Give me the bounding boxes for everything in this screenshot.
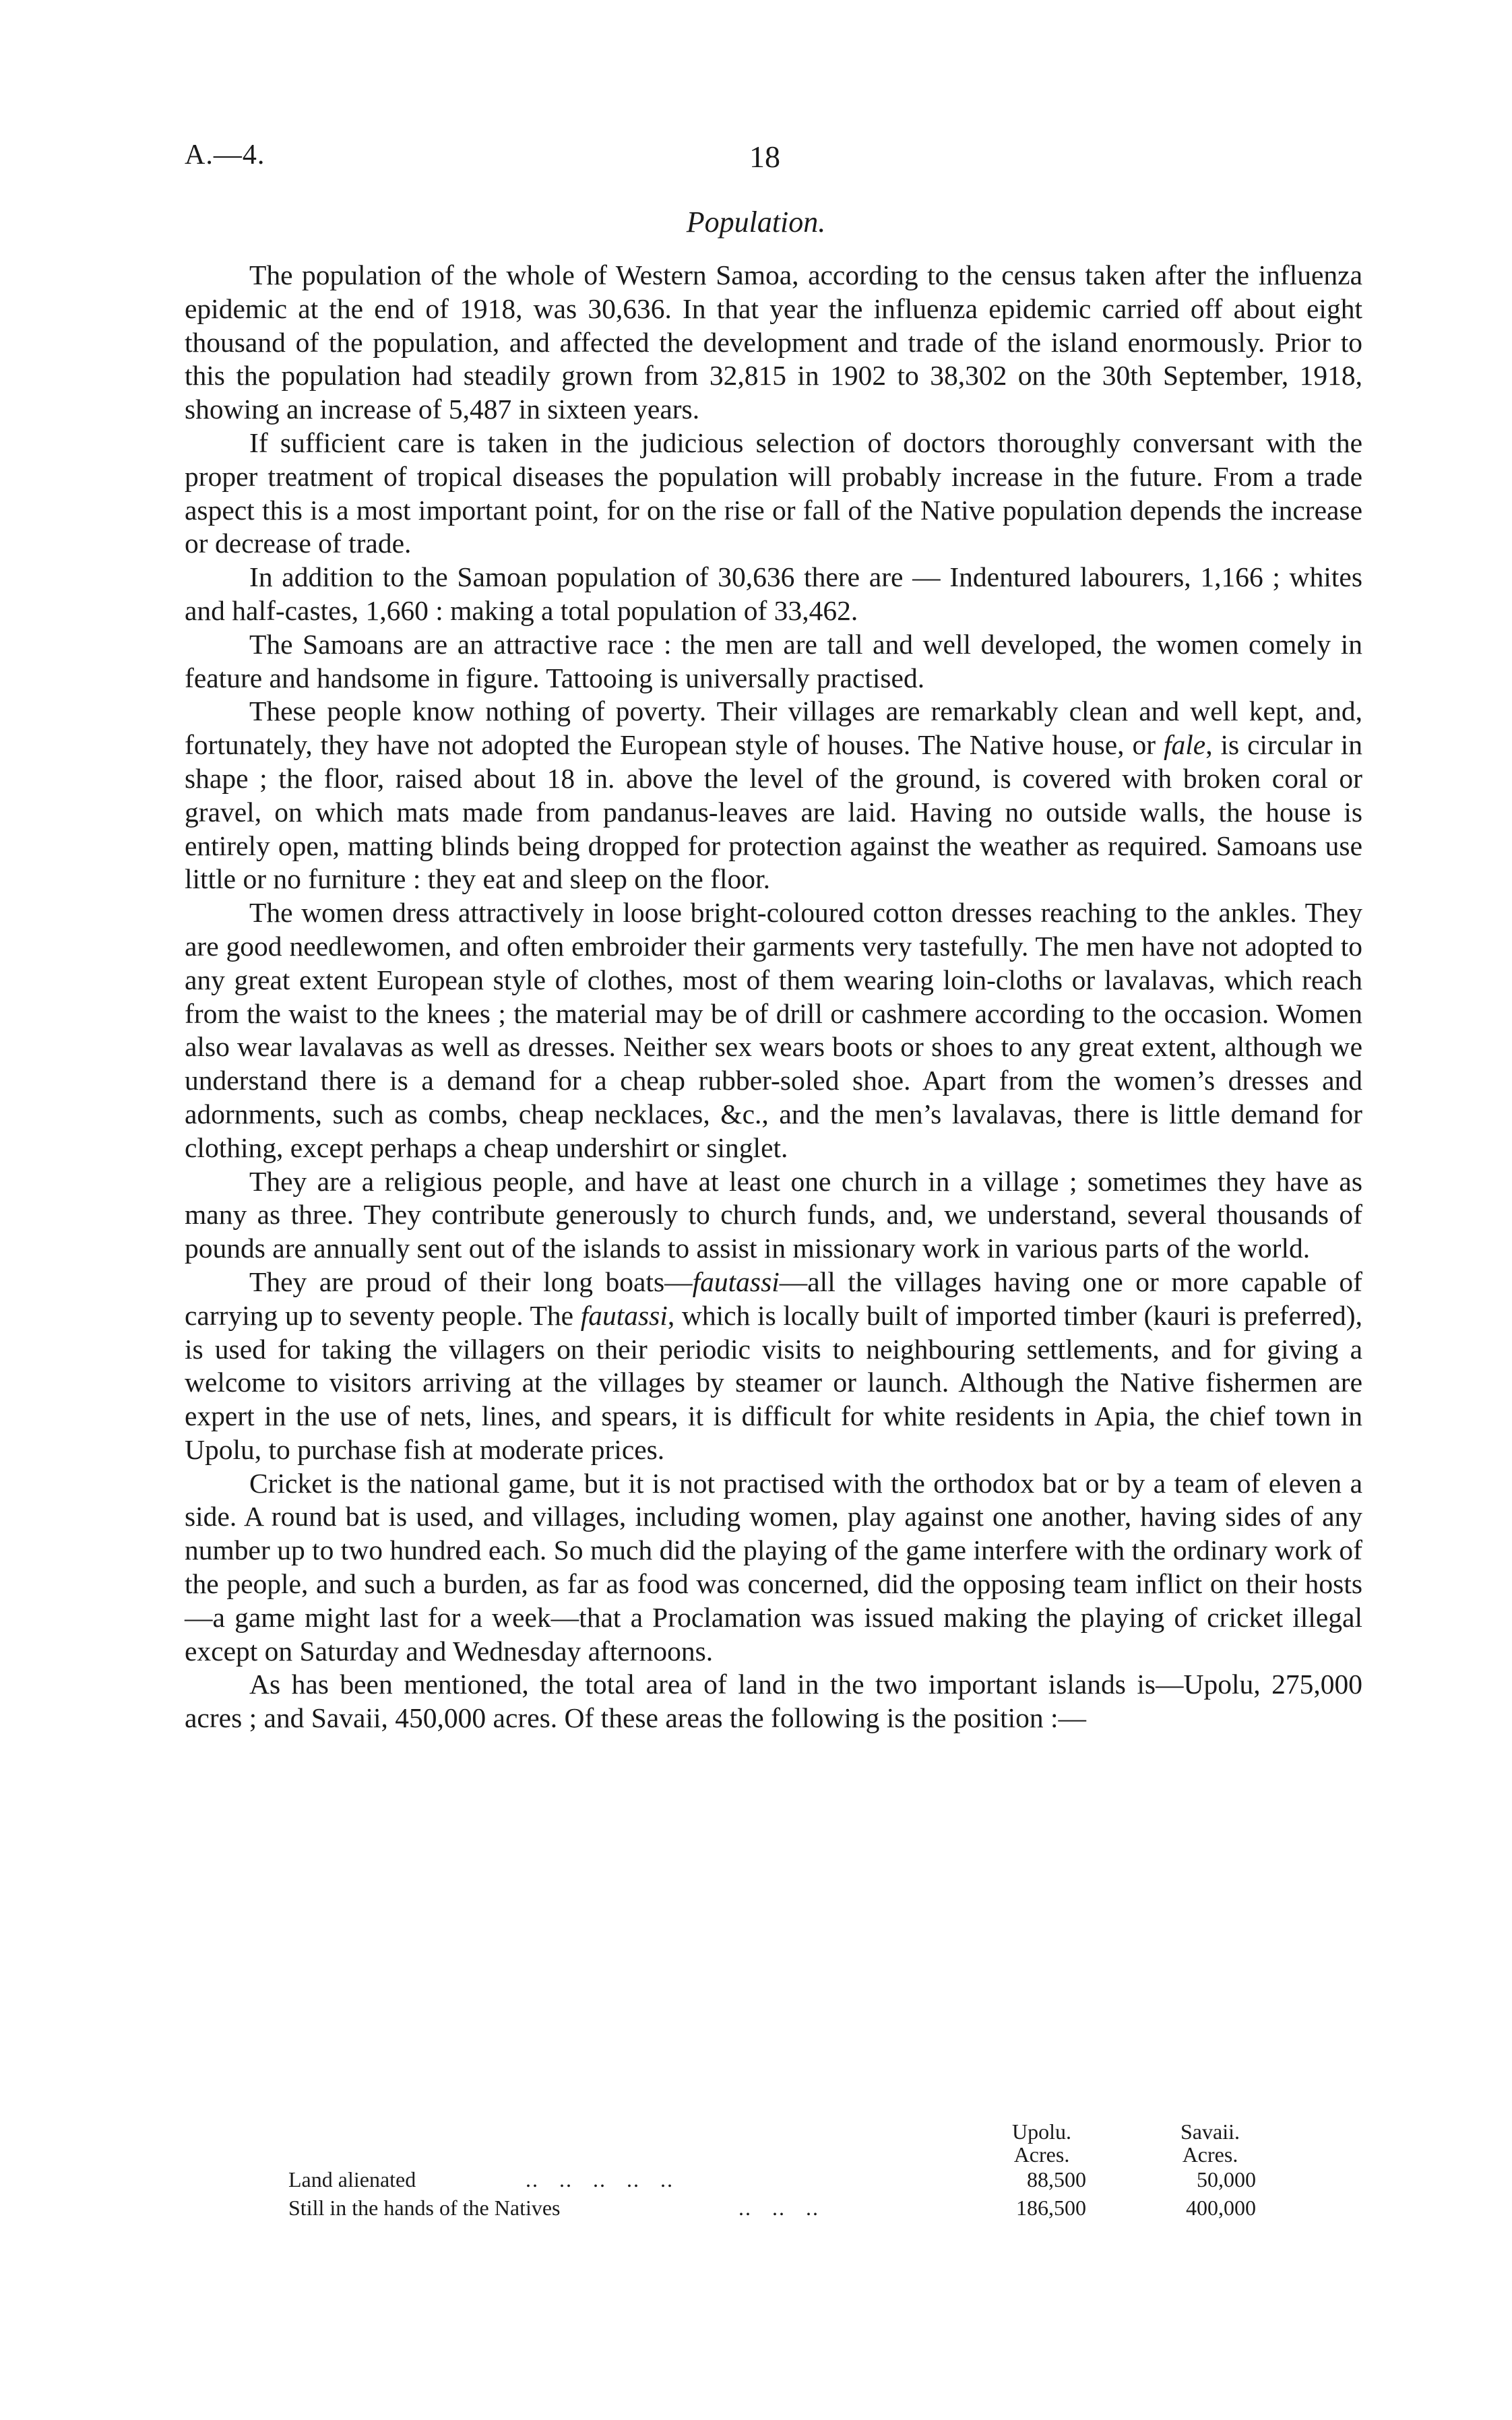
text-run: They are proud of their long boats—	[249, 1266, 693, 1297]
dot-leaders: .. .. .. .. ..	[526, 2167, 674, 2192]
text-run: , which is locally built of imported timber (kauri is preferred), is used for taking the villagers on their periodic visits to neighbouring settlements, and for giving a welcome to visitors arriving at the villages by steamer or launch. Although the Native fishermen are expert in the use of nets, lines, and spears, it is difficult for white residents in Apia, the chief town in Upolu, to purchase fish at moderate prices.	[185, 1299, 1362, 1465]
cell-savaii-native: 400,000	[1186, 2196, 1256, 2220]
column-unit: Acres.	[1182, 2142, 1238, 2167]
text-run: —all the villages having one or more capable of carrying up to seventy people. The	[185, 1266, 1363, 1331]
italic-term: fale	[1163, 729, 1206, 761]
body-paragraph	[185, 1266, 1362, 1467]
cell-upolu-native: 186,500	[1016, 2196, 1086, 2220]
body-paragraph	[185, 1668, 1362, 1735]
column-header-savaii	[1156, 2120, 1264, 2166]
body-paragraph	[185, 1467, 1362, 1669]
italic-term: fautassi	[692, 1266, 780, 1297]
text-run: They are a religious people, and have at least one church in a village ; sometimes they have as many as three. They contribute generously to church funds, and, we understand, several thousands of pounds are annually sent out of the islands to assist in missionary work in various parts of the world.	[185, 1165, 1362, 1264]
body-paragraph	[185, 695, 1362, 896]
body-text	[185, 259, 1362, 1735]
cell-savaii-alienated: 50,000	[1197, 2167, 1256, 2192]
column-unit: Acres.	[1013, 2142, 1070, 2167]
body-paragraph	[185, 561, 1362, 628]
body-paragraph	[185, 427, 1362, 561]
row-label-land-alienated: Land alienated	[288, 2167, 416, 2192]
body-paragraph	[185, 896, 1362, 1165]
column-name: Upolu.	[1012, 2119, 1071, 2144]
italic-term: fautassi	[580, 1299, 668, 1331]
column-header-upolu	[988, 2120, 1096, 2166]
text-run: As has been mentioned, the total area of land in the two important islands is—Upolu, 275,000 acres ; and Savaii, 450,000 acres. Of these areas the following is the position :—	[185, 1669, 1362, 1734]
document-reference: A.—4.	[185, 139, 265, 170]
text-run: These people know nothing of poverty. Their villages are remarkably clean and well kept, and, fortunately, they have not adopted the European style of houses. The Native house, or	[185, 695, 1362, 761]
page-number: 18	[749, 139, 780, 174]
row-label-native-hands: Still in the hands of the Natives	[288, 2196, 561, 2220]
text-run: In addition to the Samoan population of 30,636 there are — Indentured labourers, 1,166 ; whites and half-castes, 1,660 : making a total population of 33,462.	[185, 561, 1362, 626]
body-paragraph	[185, 628, 1362, 695]
land-area-table	[0, 2120, 1512, 2241]
body-paragraph	[185, 259, 1362, 427]
text-run: , is circular in shape ; the floor, raised about 18 in. above the level of the ground, is covered with broken coral or gravel, on which mats made from pandanus-leaves are laid. Having no outside walls, the house is entirely open, matting blinds being dropped for protection against the weather as required. Samoans use little or no furniture : they eat and sleep on the floor.	[185, 729, 1362, 895]
text-run: The Samoans are an attractive race : the men are tall and well developed, the women comely in feature and handsome in figure. Tattooing is universally practised.	[185, 628, 1362, 693]
body-paragraph	[185, 1165, 1362, 1266]
section-title: Population.	[686, 206, 826, 239]
dot-leaders: .. .. ..	[738, 2196, 819, 2220]
text-run: If sufficient care is taken in the judicious selection of doctors thoroughly conversant with the proper treatment of tropical diseases the population will probably increase in the future. From a trade aspect this is a most important point, for on the rise or fall of the Native population depends the increase or decrease of trade.	[185, 427, 1362, 559]
text-run: The women dress attractively in loose bright-coloured cotton dresses reaching to the ankles. They are good needlewomen, and often embroider their garments very tastefully. The men have not adopted to any great extent European style of clothes, most of them wearing loin-cloths or lavalavas, which reach from the waist to the knees ; the material may be of drill or cashmere according to the occasion. Women also wear lavalavas as well as dresses. Neither sex wears boots or shoes to any great extent, although we understand there is a demand for a cheap rubber-soled shoe. Apart from the women’s dresses and adornments, such as combs, cheap necklaces, &c., and the men’s lavalavas, there is little demand for clothing, except perhaps a cheap undershirt or singlet.	[185, 897, 1362, 1163]
text-run: Cricket is the national game, but it is not practised with the orthodox bat or by a team of eleven a side. A round bat is used, and villages, including women, play against one another, having sides of any number up to two hundred each. So much did the playing of the game interfere with the ordinary work of the people, and such a burden, as far as food was concerned, did the opposing team inflict on their hosts—a game might last for a week—that a Proclamation was issued making the playing of cricket illegal except on Saturday and Wednesday afternoons.	[185, 1467, 1362, 1667]
column-name: Savaii.	[1180, 2119, 1240, 2144]
text-run: The population of the whole of Western Samoa, according to the census taken after the influenza epidemic at the end of 1918, was 30,636. In that year the influenza epidemic carried off about eight thousand of the population, and affected the development and trade of the island enormously. Prior to this the population had steadily grown from 32,815 in 1902 to 38,302 on the 30th September, 1918, showing an increase of 5,487 in sixteen years.	[185, 259, 1362, 425]
cell-upolu-alienated: 88,500	[1027, 2167, 1086, 2192]
